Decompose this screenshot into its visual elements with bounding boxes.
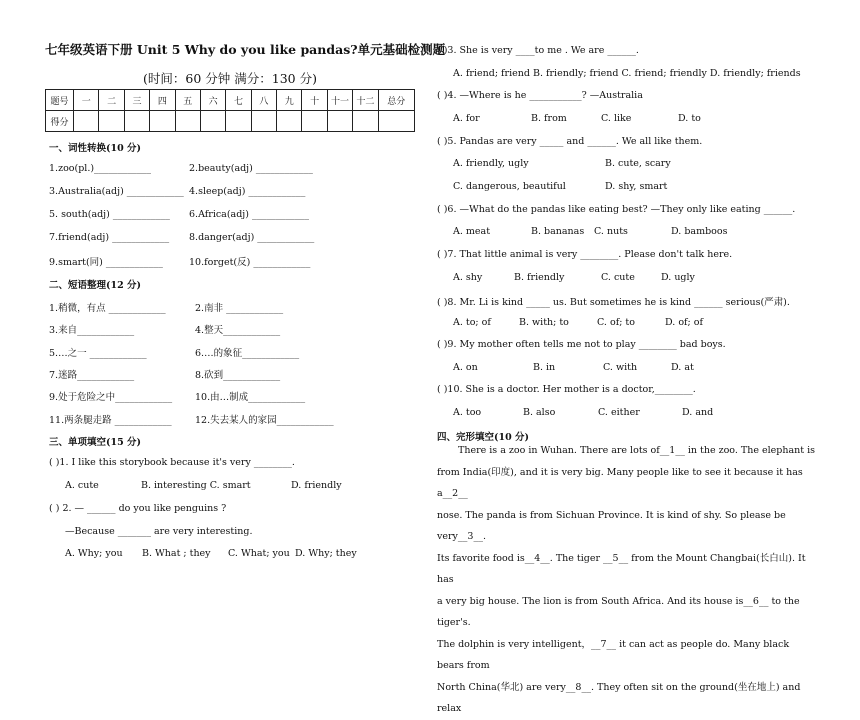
option: C. of; to bbox=[597, 317, 635, 328]
option: B. from bbox=[531, 113, 567, 124]
question-item: 9.处于危险之中____________ bbox=[49, 392, 173, 403]
score-cell: 六 bbox=[200, 90, 225, 111]
question-stem: ( )3. She is very ____to me . We are ______. bbox=[437, 45, 639, 56]
option: C. dangerous, beautiful bbox=[453, 181, 566, 192]
question-item: 2.beauty(adj) ____________ bbox=[189, 163, 313, 174]
score-cell: 四 bbox=[150, 90, 175, 111]
score-cell: 五 bbox=[175, 90, 200, 111]
question-item: 3.来自____________ bbox=[49, 325, 135, 336]
cloze-line: There is a zoo in Wuhan. There are lots of__1__ in the zoo. The elephant is bbox=[458, 445, 816, 456]
option: D. at bbox=[671, 362, 694, 373]
option: C. with bbox=[603, 362, 638, 373]
question-item: 4.sleep(adj) ____________ bbox=[189, 186, 306, 197]
option: C. nuts bbox=[594, 226, 628, 237]
score-blank[interactable] bbox=[327, 111, 352, 132]
score-blank[interactable] bbox=[124, 111, 149, 132]
option: A. meat bbox=[453, 226, 491, 237]
question-item: 2.南非 ____________ bbox=[195, 303, 284, 314]
page-title: 七年级英语下册 Unit 5 Why do you like pandas?单元基础检测题 bbox=[45, 42, 446, 57]
exam-info: (时间：60 分钟 满分：130 分) bbox=[143, 71, 317, 86]
option: A. friendly, ugly bbox=[453, 158, 529, 169]
option: D. friendly bbox=[291, 480, 342, 491]
option: B. interesting C. smart bbox=[141, 480, 251, 491]
option: A. Why; you bbox=[65, 548, 123, 559]
cloze-passage bbox=[437, 440, 817, 720]
question-stem: ( )7. That little animal is very ________. Please don't talk here. bbox=[437, 249, 733, 260]
option: A. friend; friend B. friendly; friend C. friend; friendly D. friendly; friends bbox=[453, 68, 801, 79]
left-column bbox=[45, 0, 446, 608]
question-item: 10.forget(反) ____________ bbox=[189, 257, 311, 268]
score-cell: 总分 bbox=[378, 90, 414, 111]
score-blank[interactable] bbox=[99, 111, 124, 132]
option: D. to bbox=[678, 113, 701, 124]
score-cell: 十 bbox=[302, 90, 327, 111]
cloze-line: The dolphin is very intelligent，__7__ it can act as people do. Many black bears from bbox=[437, 638, 790, 671]
score-blank[interactable] bbox=[150, 111, 175, 132]
question-stem: —Because _______ are very interesting. bbox=[65, 526, 253, 537]
question-item: 1.zoo(pl.)____________ bbox=[49, 163, 152, 174]
option: D. and bbox=[682, 407, 714, 418]
option: A. too bbox=[453, 407, 482, 418]
question-item: 4.整天____________ bbox=[195, 325, 281, 336]
option: D. ugly bbox=[661, 272, 695, 283]
section-3-heading: 三、单项填空(15 分) bbox=[49, 437, 142, 448]
cloze-line: a very big house. The lion is from South Africa. And its house is__6__ to the tiger's. bbox=[437, 595, 800, 628]
question-stem: ( )9. My mother often tells me not to play ________ bad boys. bbox=[437, 339, 726, 350]
score-cell: 题号 bbox=[46, 90, 74, 111]
option: A. shy bbox=[453, 272, 483, 283]
score-cell: 三 bbox=[124, 90, 149, 111]
question-stem: ( )8. Mr. Li is kind _____ us. But sometimes he is kind ______ serious(严肃). bbox=[437, 297, 790, 308]
question-item: 8.danger(adj) ____________ bbox=[189, 232, 315, 243]
question-item: 11.两条腿走路 ____________ bbox=[49, 415, 172, 426]
question-item: 6.…的象征____________ bbox=[195, 348, 300, 359]
score-blank[interactable] bbox=[277, 111, 302, 132]
score-blank[interactable] bbox=[200, 111, 225, 132]
score-cell: 一 bbox=[74, 90, 99, 111]
cloze-line: North China(华北) are very__8__. They often sit on the ground(坐在地上) and relax bbox=[437, 681, 801, 714]
option: D. Why; they bbox=[295, 548, 357, 559]
section-4-heading: 四、完形填空(10 分) bbox=[437, 432, 530, 443]
score-table-score-row bbox=[46, 111, 415, 132]
question-stem: ( )10. She is a doctor. Her mother is a doctor,________. bbox=[437, 384, 696, 395]
question-stem: ( )4. —Where is he ___________? —Australia bbox=[437, 90, 643, 101]
option: B. in bbox=[533, 362, 556, 373]
option: C. either bbox=[598, 407, 640, 418]
option: B. bananas bbox=[531, 226, 585, 237]
cloze-line: from India(印度), and it is very big. Many people like to see it because it has a__2__ bbox=[437, 466, 803, 499]
cloze-line: nose. The panda is from Sichuan Province. It is kind of shy. So please be very__3__. bbox=[437, 509, 786, 542]
cloze-line: Its favorite food is__4__. The tiger __5__ from the Mount Changbai(长白山). It has bbox=[437, 552, 806, 585]
question-item: 1.稍微，有点 ____________ bbox=[49, 303, 166, 314]
question-stem: ( )5. Pandas are very _____ and ______. We all like them. bbox=[437, 136, 703, 147]
score-blank[interactable] bbox=[302, 111, 327, 132]
score-cell: 十一 bbox=[327, 90, 352, 111]
question-stem: ( )6. —What do the pandas like eating best? —They only like eating ______. bbox=[437, 204, 796, 215]
option: B. cute, scary bbox=[605, 158, 671, 169]
score-blank[interactable] bbox=[353, 111, 378, 132]
question-stem: ( ) 2. — ______ do you like penguins ? bbox=[49, 503, 227, 514]
section-1-heading: 一、词性转换(10 分) bbox=[49, 143, 142, 154]
question-item: 6.Africa(adj) ____________ bbox=[189, 209, 309, 220]
score-blank[interactable] bbox=[251, 111, 276, 132]
score-blank[interactable] bbox=[175, 111, 200, 132]
question-item: 5.…之一 ____________ bbox=[49, 348, 147, 359]
score-cell: 得分 bbox=[46, 111, 74, 132]
score-cell: 二 bbox=[99, 90, 124, 111]
score-cell: 七 bbox=[226, 90, 251, 111]
question-item: 7.friend(adj) ____________ bbox=[49, 232, 170, 243]
question-item: 5. south(adj) ____________ bbox=[49, 209, 170, 220]
option: D. shy, smart bbox=[605, 181, 668, 192]
score-table bbox=[45, 89, 415, 132]
question-item: 12.失去某人的家园____________ bbox=[195, 415, 334, 426]
option: B. What ; they bbox=[142, 548, 211, 559]
option: B. also bbox=[523, 407, 556, 418]
option: B. friendly bbox=[514, 272, 565, 283]
option: C. like bbox=[601, 113, 632, 124]
option: D. bamboos bbox=[671, 226, 728, 237]
question-item: 3.Australia(adj) ____________ bbox=[49, 186, 184, 197]
question-item: 9.smart(同) ____________ bbox=[49, 257, 163, 268]
option: A. to; of bbox=[453, 317, 491, 328]
question-item: 7.迷路____________ bbox=[49, 370, 135, 381]
question-stem: ( )1. I like this storybook because it's very ________. bbox=[49, 457, 295, 468]
right-column bbox=[437, 0, 817, 714]
score-cell: 十二 bbox=[353, 90, 378, 111]
question-item: 10.由…制成____________ bbox=[195, 392, 306, 403]
score-blank[interactable] bbox=[74, 111, 99, 132]
score-cell: 八 bbox=[251, 90, 276, 111]
option: A. on bbox=[453, 362, 478, 373]
score-blank[interactable] bbox=[226, 111, 251, 132]
option: A. for bbox=[453, 113, 480, 124]
option: C. What; you bbox=[228, 548, 290, 559]
option: B. with; to bbox=[519, 317, 569, 328]
option: C. cute bbox=[601, 272, 635, 283]
section-2-heading: 二、短语整理(12 分) bbox=[49, 280, 142, 291]
score-blank[interactable] bbox=[378, 111, 414, 132]
score-cell: 九 bbox=[277, 90, 302, 111]
option: A. cute bbox=[65, 480, 99, 491]
score-table-header-row bbox=[46, 90, 415, 111]
question-item: 8.砍到____________ bbox=[195, 370, 281, 381]
option: D. of; of bbox=[665, 317, 704, 328]
